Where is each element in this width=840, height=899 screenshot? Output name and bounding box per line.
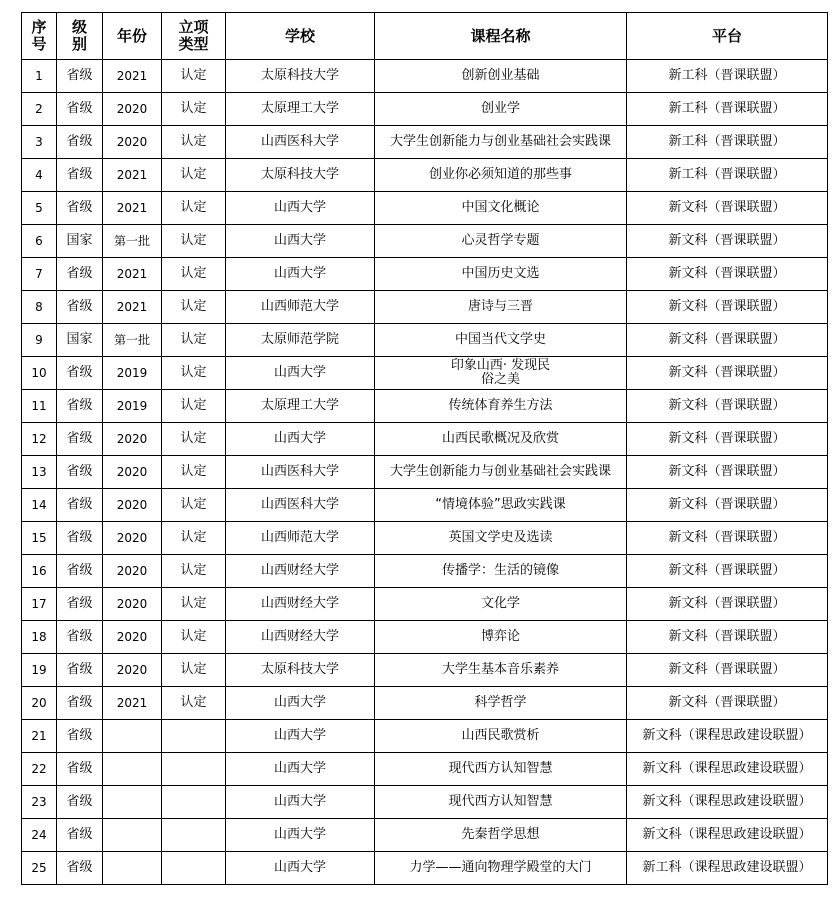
cell-platform: 新文科（课程思政建设联盟）	[627, 720, 828, 753]
cell-school: 太原科技大学	[226, 159, 375, 192]
cell-level: 省级	[57, 60, 103, 93]
cell-level: 省级	[57, 555, 103, 588]
cell-school: 太原科技大学	[226, 654, 375, 687]
cell-level: 省级	[57, 258, 103, 291]
cell-level: 省级	[57, 489, 103, 522]
cell-year	[103, 819, 162, 852]
cell-school: 太原理工大学	[226, 390, 375, 423]
table-row	[22, 456, 828, 489]
table-row	[22, 720, 828, 753]
cell-year: 2020	[103, 555, 162, 588]
cell-type: 认定	[162, 291, 226, 324]
cell-course: 现代西方认知智慧	[375, 753, 627, 786]
cell-level: 省级	[57, 621, 103, 654]
cell-seq: 2	[22, 93, 57, 126]
cell-seq: 23	[22, 786, 57, 819]
cell-platform: 新文科（晋课联盟）	[627, 423, 828, 456]
cell-school: 山西医科大学	[226, 456, 375, 489]
cell-school: 山西大学	[226, 258, 375, 291]
cell-type: 认定	[162, 489, 226, 522]
table-row	[22, 258, 828, 291]
table-row	[22, 291, 828, 324]
header-type: 立项类型	[162, 13, 226, 60]
cell-level: 省级	[57, 522, 103, 555]
cell-level: 省级	[57, 126, 103, 159]
cell-school: 山西大学	[226, 720, 375, 753]
cell-seq: 25	[22, 852, 57, 885]
table-row	[22, 555, 828, 588]
cell-course: 博弈论	[375, 621, 627, 654]
cell-platform: 新文科（晋课联盟）	[627, 390, 828, 423]
table-row	[22, 60, 828, 93]
cell-seq: 10	[22, 357, 57, 390]
cell-year: 2020	[103, 522, 162, 555]
cell-school: 山西大学	[226, 819, 375, 852]
cell-school: 山西大学	[226, 852, 375, 885]
table-row	[22, 522, 828, 555]
table-row	[22, 621, 828, 654]
cell-year: 2020	[103, 588, 162, 621]
cell-level: 省级	[57, 588, 103, 621]
table-row	[22, 423, 828, 456]
cell-course: 英国文学史及选读	[375, 522, 627, 555]
cell-level: 省级	[57, 93, 103, 126]
cell-course: 现代西方认知智慧	[375, 786, 627, 819]
cell-seq: 18	[22, 621, 57, 654]
cell-platform: 新文科（课程思政建设联盟）	[627, 753, 828, 786]
cell-year: 2021	[103, 192, 162, 225]
cell-seq: 22	[22, 753, 57, 786]
table-row	[22, 324, 828, 357]
cell-level: 省级	[57, 291, 103, 324]
cell-platform: 新文科（晋课联盟）	[627, 291, 828, 324]
table-row	[22, 225, 828, 258]
course-table-container	[21, 12, 828, 885]
cell-school: 山西大学	[226, 753, 375, 786]
cell-course: 心灵哲学专题	[375, 225, 627, 258]
cell-type: 认定	[162, 357, 226, 390]
cell-course: 中国文化概论	[375, 192, 627, 225]
cell-platform: 新文科（晋课联盟）	[627, 588, 828, 621]
header-course: 课程名称	[375, 13, 627, 60]
cell-year: 2021	[103, 687, 162, 720]
cell-year: 2021	[103, 159, 162, 192]
cell-type: 认定	[162, 423, 226, 456]
cell-type: 认定	[162, 654, 226, 687]
cell-course: “情境体验”思政实践课	[375, 489, 627, 522]
cell-type: 认定	[162, 324, 226, 357]
cell-platform: 新文科（晋课联盟）	[627, 324, 828, 357]
cell-year: 2020	[103, 423, 162, 456]
cell-year: 2020	[103, 456, 162, 489]
table-row	[22, 93, 828, 126]
cell-platform: 新文科（晋课联盟）	[627, 225, 828, 258]
cell-course: 文化学	[375, 588, 627, 621]
cell-course: 创业你必须知道的那些事	[375, 159, 627, 192]
cell-year: 2020	[103, 93, 162, 126]
cell-year	[103, 753, 162, 786]
cell-platform: 新工科（晋课联盟）	[627, 126, 828, 159]
cell-school: 山西医科大学	[226, 489, 375, 522]
cell-level: 省级	[57, 753, 103, 786]
table-body	[22, 60, 828, 885]
cell-type	[162, 819, 226, 852]
cell-platform: 新工科（晋课联盟）	[627, 159, 828, 192]
cell-type: 认定	[162, 93, 226, 126]
cell-platform: 新工科（晋课联盟）	[627, 93, 828, 126]
cell-year: 2020	[103, 621, 162, 654]
table-row	[22, 357, 828, 390]
cell-course: 山西民歌赏析	[375, 720, 627, 753]
cell-year: 2019	[103, 390, 162, 423]
cell-seq: 14	[22, 489, 57, 522]
cell-platform: 新文科（晋课联盟）	[627, 456, 828, 489]
cell-level: 国家	[57, 225, 103, 258]
cell-school: 山西大学	[226, 225, 375, 258]
cell-seq: 24	[22, 819, 57, 852]
cell-seq: 5	[22, 192, 57, 225]
table-row	[22, 819, 828, 852]
table-row	[22, 753, 828, 786]
cell-type	[162, 786, 226, 819]
cell-platform: 新文科（晋课联盟）	[627, 522, 828, 555]
cell-level: 省级	[57, 390, 103, 423]
cell-school: 山西大学	[226, 423, 375, 456]
cell-seq: 19	[22, 654, 57, 687]
cell-seq: 13	[22, 456, 57, 489]
cell-year	[103, 720, 162, 753]
cell-seq: 4	[22, 159, 57, 192]
cell-school: 山西大学	[226, 192, 375, 225]
cell-course: 唐诗与三晋	[375, 291, 627, 324]
cell-type: 认定	[162, 621, 226, 654]
cell-level: 省级	[57, 819, 103, 852]
cell-seq: 20	[22, 687, 57, 720]
cell-year: 2020	[103, 654, 162, 687]
cell-seq: 6	[22, 225, 57, 258]
cell-course: 大学生创新能力与创业基础社会实践课	[375, 456, 627, 489]
cell-platform: 新文科（晋课联盟）	[627, 489, 828, 522]
cell-type: 认定	[162, 522, 226, 555]
cell-platform: 新文科（晋课联盟）	[627, 192, 828, 225]
cell-platform: 新文科（课程思政建设联盟）	[627, 819, 828, 852]
cell-course: 先秦哲学思想	[375, 819, 627, 852]
table-row	[22, 126, 828, 159]
cell-type	[162, 720, 226, 753]
cell-type: 认定	[162, 390, 226, 423]
cell-seq: 7	[22, 258, 57, 291]
cell-type: 认定	[162, 555, 226, 588]
cell-seq: 12	[22, 423, 57, 456]
cell-seq: 16	[22, 555, 57, 588]
cell-level: 省级	[57, 687, 103, 720]
cell-school: 山西大学	[226, 357, 375, 390]
cell-year: 2021	[103, 258, 162, 291]
cell-level: 省级	[57, 786, 103, 819]
header-platform: 平台	[627, 13, 828, 60]
cell-level: 省级	[57, 852, 103, 885]
cell-level: 省级	[57, 192, 103, 225]
cell-year: 2021	[103, 60, 162, 93]
cell-course: 创新创业基础	[375, 60, 627, 93]
cell-platform: 新文科（晋课联盟）	[627, 555, 828, 588]
table-row	[22, 687, 828, 720]
cell-level: 省级	[57, 357, 103, 390]
cell-type: 认定	[162, 225, 226, 258]
cell-course: 大学生基本音乐素养	[375, 654, 627, 687]
cell-course: 山西民歌概况及欣赏	[375, 423, 627, 456]
cell-year: 2020	[103, 489, 162, 522]
cell-level: 国家	[57, 324, 103, 357]
cell-type: 认定	[162, 126, 226, 159]
cell-course: 传播学：生活的镜像	[375, 555, 627, 588]
cell-type: 认定	[162, 456, 226, 489]
cell-course: 传统体育养生方法	[375, 390, 627, 423]
header-year: 年份	[103, 13, 162, 60]
cell-school: 山西财经大学	[226, 555, 375, 588]
cell-seq: 15	[22, 522, 57, 555]
cell-year: 第一批	[103, 225, 162, 258]
cell-platform: 新工科（晋课联盟）	[627, 60, 828, 93]
cell-year	[103, 852, 162, 885]
cell-type	[162, 753, 226, 786]
table-row	[22, 852, 828, 885]
cell-level: 省级	[57, 159, 103, 192]
cell-type: 认定	[162, 588, 226, 621]
cell-school: 山西大学	[226, 687, 375, 720]
cell-school: 山西大学	[226, 786, 375, 819]
cell-year: 第一批	[103, 324, 162, 357]
cell-school: 山西医科大学	[226, 126, 375, 159]
cell-course: 印象山西· 发现民俗之美	[375, 357, 627, 390]
cell-school: 山西财经大学	[226, 588, 375, 621]
header-seq: 序号	[22, 13, 57, 60]
table-row	[22, 588, 828, 621]
cell-platform: 新文科（晋课联盟）	[627, 621, 828, 654]
cell-year: 2019	[103, 357, 162, 390]
cell-school: 太原师范学院	[226, 324, 375, 357]
header-row	[22, 13, 828, 60]
cell-year: 2020	[103, 126, 162, 159]
cell-type: 认定	[162, 159, 226, 192]
cell-type: 认定	[162, 258, 226, 291]
cell-level: 省级	[57, 654, 103, 687]
cell-level: 省级	[57, 423, 103, 456]
cell-year: 2021	[103, 291, 162, 324]
cell-level: 省级	[57, 720, 103, 753]
cell-seq: 11	[22, 390, 57, 423]
cell-level: 省级	[57, 456, 103, 489]
cell-platform: 新文科（晋课联盟）	[627, 654, 828, 687]
table-row	[22, 489, 828, 522]
course-table	[21, 12, 828, 885]
cell-seq: 8	[22, 291, 57, 324]
cell-school: 山西师范大学	[226, 291, 375, 324]
header-level: 级别	[57, 13, 103, 60]
cell-school: 太原科技大学	[226, 60, 375, 93]
table-row	[22, 654, 828, 687]
cell-school: 山西师范大学	[226, 522, 375, 555]
cell-platform: 新文科（晋课联盟）	[627, 258, 828, 291]
cell-course: 大学生创新能力与创业基础社会实践课	[375, 126, 627, 159]
cell-platform: 新工科（课程思政建设联盟）	[627, 852, 828, 885]
cell-course: 科学哲学	[375, 687, 627, 720]
cell-seq: 3	[22, 126, 57, 159]
cell-seq: 1	[22, 60, 57, 93]
cell-course: 力学——通向物理学殿堂的大门	[375, 852, 627, 885]
cell-seq: 9	[22, 324, 57, 357]
cell-course: 创业学	[375, 93, 627, 126]
cell-type	[162, 852, 226, 885]
cell-type: 认定	[162, 192, 226, 225]
cell-course: 中国历史文选	[375, 258, 627, 291]
header-school: 学校	[226, 13, 375, 60]
cell-year	[103, 786, 162, 819]
table-row	[22, 159, 828, 192]
table-row	[22, 192, 828, 225]
table-row	[22, 390, 828, 423]
cell-type: 认定	[162, 687, 226, 720]
cell-type: 认定	[162, 60, 226, 93]
cell-platform: 新文科（课程思政建设联盟）	[627, 786, 828, 819]
cell-course: 中国当代文学史	[375, 324, 627, 357]
cell-platform: 新文科（晋课联盟）	[627, 357, 828, 390]
cell-school: 山西财经大学	[226, 621, 375, 654]
cell-school: 太原理工大学	[226, 93, 375, 126]
cell-seq: 21	[22, 720, 57, 753]
cell-seq: 17	[22, 588, 57, 621]
cell-platform: 新文科（晋课联盟）	[627, 687, 828, 720]
table-row	[22, 786, 828, 819]
